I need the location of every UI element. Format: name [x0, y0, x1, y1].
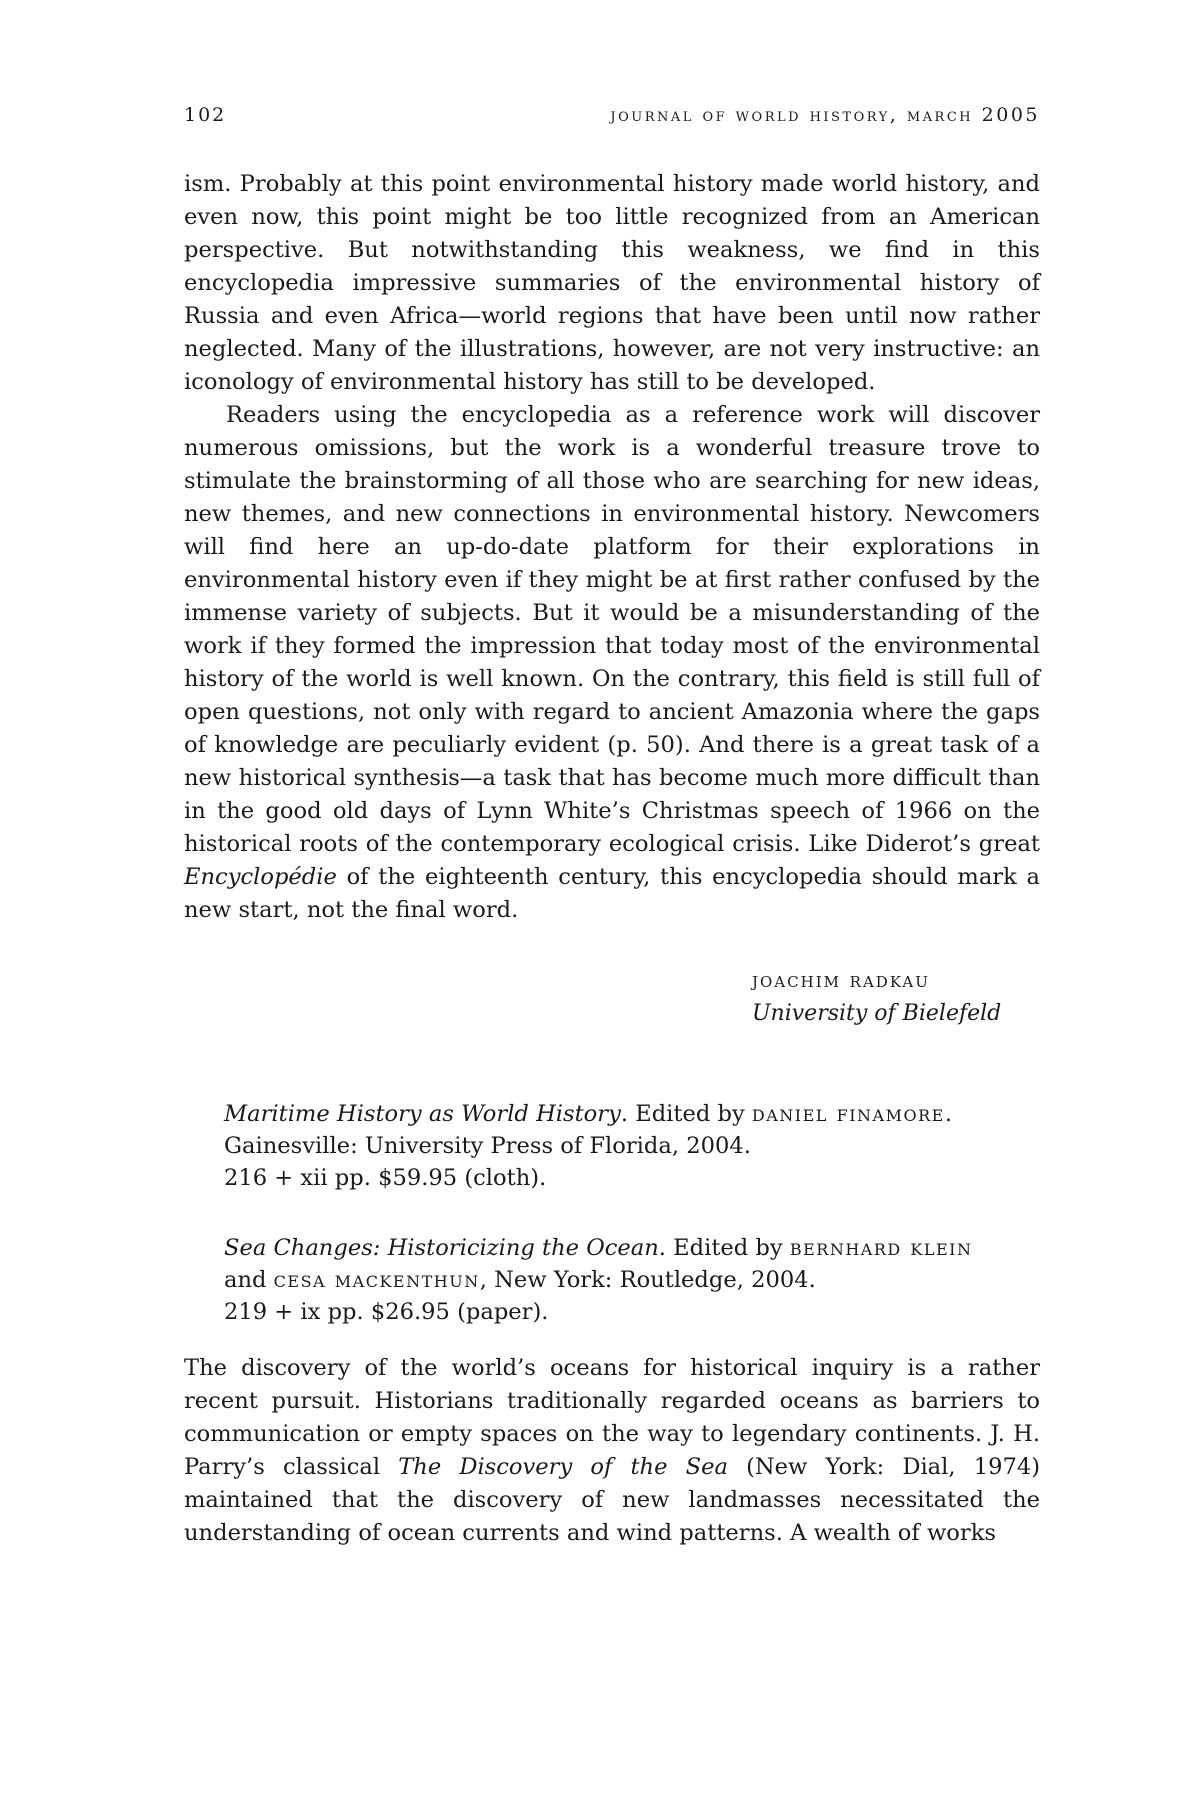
publication-details: , New York: Routledge, 2004.: [479, 1267, 816, 1293]
paragraph-readers-end: of the eighteenth century, this encyclopedia should mark a new start, not the final word.: [184, 864, 1040, 923]
book-editor: daniel finamore: [751, 1101, 945, 1127]
reviewer-signature: [752, 963, 1001, 1031]
paragraph-review-end: (New York: Dial, 1974) maintained that the discovery of new landmasses necessitated the understanding of ocean currents and wind patterns. A wealth of works: [184, 1454, 1041, 1546]
paragraph-readers: [184, 399, 1040, 927]
review-body-end: [184, 168, 1040, 927]
publication-details: . Gainesville: University Press of Florida, 2004.: [224, 1101, 953, 1159]
edited-by: . Edited by: [658, 1235, 790, 1261]
paragraph-review: [184, 1352, 1040, 1550]
book-reference-2: [224, 1232, 984, 1328]
book-pages-price: 216 + xii pp. $59.95 (cloth).: [224, 1165, 547, 1191]
encyclopedie-title: Encyclopédie: [184, 864, 337, 890]
book-editor: cesa mackenthun: [273, 1267, 480, 1293]
running-head: [184, 104, 1040, 126]
paragraph-readers-text: Readers using the encyclopedia as a reference work will discover numerous omissions, but the work is a wonderful treasure trove to stimulate the brainstorming of all those who are searching for new ideas, new themes, and new connections in environmental history. Newcomers will find here an up-do-date platform for their explorations in environmental history even if they might be at first rather confused by the immense variety of subjects. But it would be a misunderstanding of the work if they formed the impression that today most of the environmental history of the world is well known. On the contrary, this field is still full of open questions, not only with regard to ancient Amazonia where the gaps of knowledge are peculiarly evident (p. 50). And there is a great task of a new historical synthesis—a task that has become much more difficult than in the good old days of Lynn White’s Christmas speech of 1966 on the historical roots of the contemporary ecological crisis. Like Diderot’s great: [184, 402, 1040, 857]
reviewer-name: joachim radkau: [752, 968, 930, 992]
reviewer-affiliation: University of Bielefeld: [752, 1001, 1002, 1026]
paragraph-continuation: ism. Probably at this point environmental history made world history, and even now, this point might be too little recognized from an American perspective. But notwithstanding this weakness, we find in this encyclopedia impressive summaries of the environmental history of Russia and even Africa—world regions that have been until now rather neglected. Many of the illustrations, however, are not very instructive: an iconology of environmental history has still to be developed.: [184, 171, 1040, 395]
book-pages-price: 219 + ix pp. $26.95 (paper).: [224, 1299, 549, 1325]
page-number: 102: [184, 104, 227, 126]
book-title: Maritime History as World History: [224, 1101, 621, 1127]
book-title: Sea Changes: Historicizing the Ocean: [224, 1235, 659, 1261]
conjunction: and: [224, 1267, 274, 1293]
book-reference-2-citation: [224, 1232, 984, 1296]
edited-by: . Edited by: [620, 1101, 752, 1127]
parry-book-title: The Discovery of the Sea: [398, 1454, 728, 1480]
journal-title: journal of world history, march 2005: [610, 104, 1040, 126]
book-reference-1-citation: [224, 1098, 984, 1162]
book-reference-1: [224, 1098, 984, 1194]
review-body-start: [184, 1352, 1040, 1550]
book-editor: bernhard klein: [789, 1235, 973, 1261]
paragraph-review-text: The discovery of the world’s oceans for historical inquiry is a rather recent pursuit. Historians traditionally regarded oceans as barriers to communication or empty spaces on the way to legendary continents. J. H. Parry’s classical: [184, 1355, 1040, 1480]
